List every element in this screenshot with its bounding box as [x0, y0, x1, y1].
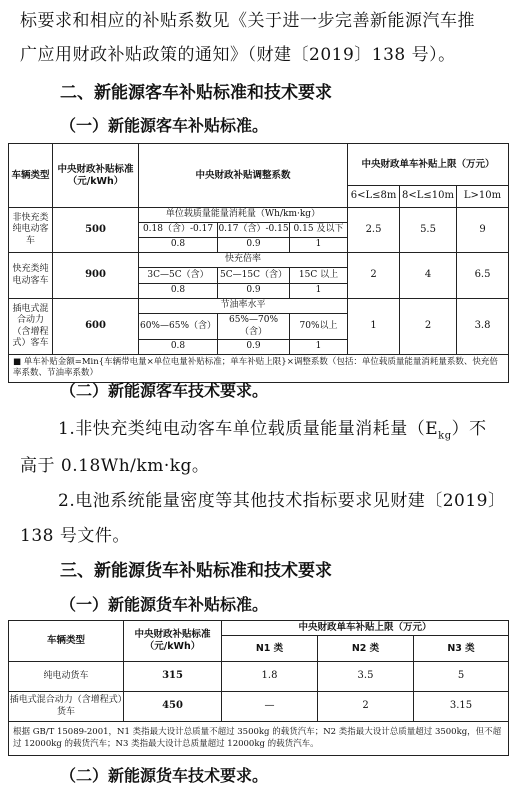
row3-metric: 节油率水平: [139, 299, 348, 314]
truck-row2-type: 插电式混合动力（含增程式）货车: [9, 692, 124, 722]
bus-table-note: ■ 单车补贴金额=Min{车辆带电量×单位电量补贴标准；单车补贴上限}×调整系数（包括：单位载质量能量消耗量系数、快充倍率系数、节油率系数）: [9, 355, 509, 383]
row2-cap-2: 4: [400, 253, 457, 299]
row2-metric: 快充倍率: [139, 253, 348, 268]
row2-cap-3: 6.5: [457, 253, 509, 299]
row3-cap-1: 1: [348, 299, 400, 355]
truck-header-n2: N2 类: [318, 636, 414, 662]
row2-range-3: 15C 以上: [290, 268, 348, 284]
row3-range-2: 65%—70%（含）: [218, 314, 290, 340]
row3-factor-2: 0.9: [218, 340, 290, 355]
para1-line-2: 高于 0.18Wh/km·kg。: [20, 456, 210, 476]
row2-standard: 900: [53, 253, 139, 299]
truck-row1-standard: 315: [124, 662, 222, 692]
section3-sub2: （二）新能源货车技术要求。: [60, 766, 269, 785]
row3-range-3: 70%以上: [290, 314, 348, 340]
para2-line-2: 138 号文件。: [20, 526, 130, 546]
row1-cap-1: 2.5: [348, 208, 400, 253]
header-subsidy-standard: 中央财政补贴标准（元/kWh）: [53, 144, 139, 208]
section3-title: 三、新能源货车补贴标准和技术要求: [60, 561, 332, 581]
row1-range-2: 0.17（含）-0.15: [218, 223, 290, 238]
truck-header-vehicle-type: 车辆类型: [9, 621, 124, 662]
header-length-3: L>10m: [457, 186, 509, 208]
row1-type: 非快充类纯电动客车: [9, 208, 53, 253]
row2-factor-1: 0.8: [139, 284, 218, 299]
row1-range-3: 0.15 及以下: [290, 223, 348, 238]
row1-standard: 500: [53, 208, 139, 253]
para1-line-1-post: ）不: [451, 419, 487, 439]
row3-factor-3: 1: [290, 340, 348, 355]
truck-row2-cap-n1: —: [222, 692, 318, 722]
section2-title: 二、新能源客车补贴标准和技术要求: [60, 83, 332, 103]
bus-subsidy-table: [8, 143, 509, 383]
row3-cap-3: 3.8: [457, 299, 509, 355]
row1-factor-1: 0.8: [139, 238, 218, 253]
header-vehicle-type: 车辆类型: [9, 144, 53, 208]
intro-line-2: 广应用财政补贴政策的通知》（财建〔2019〕138 号）。: [20, 45, 456, 65]
row1-factor-2: 0.9: [218, 238, 290, 253]
row1-cap-2: 5.5: [400, 208, 457, 253]
para1-line-1: [58, 414, 487, 441]
para2-line-1: 2.电池系统能量密度等其他技术指标要求见财建〔2019〕: [58, 491, 506, 511]
row2-factor-3: 1: [290, 284, 348, 299]
truck-header-n3: N3 类: [414, 636, 509, 662]
header-adjust-coefficient: 中央财政补贴调整系数: [139, 144, 348, 208]
row3-factor-1: 0.8: [139, 340, 218, 355]
truck-header-n1: N1 类: [222, 636, 318, 662]
truck-row2-cap-n3: 3.15: [414, 692, 509, 722]
truck-subsidy-table: [8, 620, 509, 756]
truck-row1-cap-n1: 1.8: [222, 662, 318, 692]
row1-range-1: 0.18（含）-0.17: [139, 223, 218, 238]
truck-header-subsidy-standard: 中央财政补贴标准（元/kWh）: [124, 621, 222, 662]
truck-table-note: 根据 GB/T 15089-2001，N1 类指最大设计总质量不超过 3500kg 的载货汽车；N2 类指最大设计总质量超过 3500kg，但不超过 12000kg 的载货汽车；N3 类指最大设计总质量超过 12000kg 的载货汽车。: [9, 722, 509, 756]
row1-cap-3: 9: [457, 208, 509, 253]
row2-cap-1: 2: [348, 253, 400, 299]
para1-subscript: kg: [438, 430, 452, 442]
section2-sub2: （二）新能源客车技术要求。: [60, 381, 269, 400]
row2-factor-2: 0.9: [218, 284, 290, 299]
truck-row2-standard: 450: [124, 692, 222, 722]
row3-cap-2: 2: [400, 299, 457, 355]
section2-sub1: （一）新能源客车补贴标准。: [60, 116, 269, 135]
row2-type: 快充类纯电动客车: [9, 253, 53, 299]
intro-line-1: 标要求和相应的补贴系数见《关于进一步完善新能源汽车推: [20, 11, 475, 31]
para1-line-1-pre: 1.非快充类纯电动客车单位载质量能量消耗量（E: [58, 419, 439, 439]
row3-type: 插电式混合动力（含增程式）客车: [9, 299, 53, 355]
header-subsidy-cap: 中央财政单车补贴上限（万元）: [348, 144, 509, 186]
row1-metric: 单位载质量能量消耗量（Wh/km·kg）: [139, 208, 348, 223]
truck-row2-cap-n2: 2: [318, 692, 414, 722]
row3-standard: 600: [53, 299, 139, 355]
row2-range-2: 5C—15C（含）: [218, 268, 290, 284]
row1-factor-3: 1: [290, 238, 348, 253]
truck-row1-cap-n3: 5: [414, 662, 509, 692]
row2-range-1: 3C—5C（含）: [139, 268, 218, 284]
row3-range-1: 60%—65%（含）: [139, 314, 218, 340]
section3-sub1: （一）新能源货车补贴标准。: [60, 595, 269, 614]
header-length-1: 6<L≤8m: [348, 186, 400, 208]
truck-header-subsidy-cap: 中央财政单车补贴上限（万元）: [222, 621, 509, 636]
header-length-2: 8<L≤10m: [400, 186, 457, 208]
truck-row1-type: 纯电动货车: [9, 662, 124, 692]
truck-row1-cap-n2: 3.5: [318, 662, 414, 692]
